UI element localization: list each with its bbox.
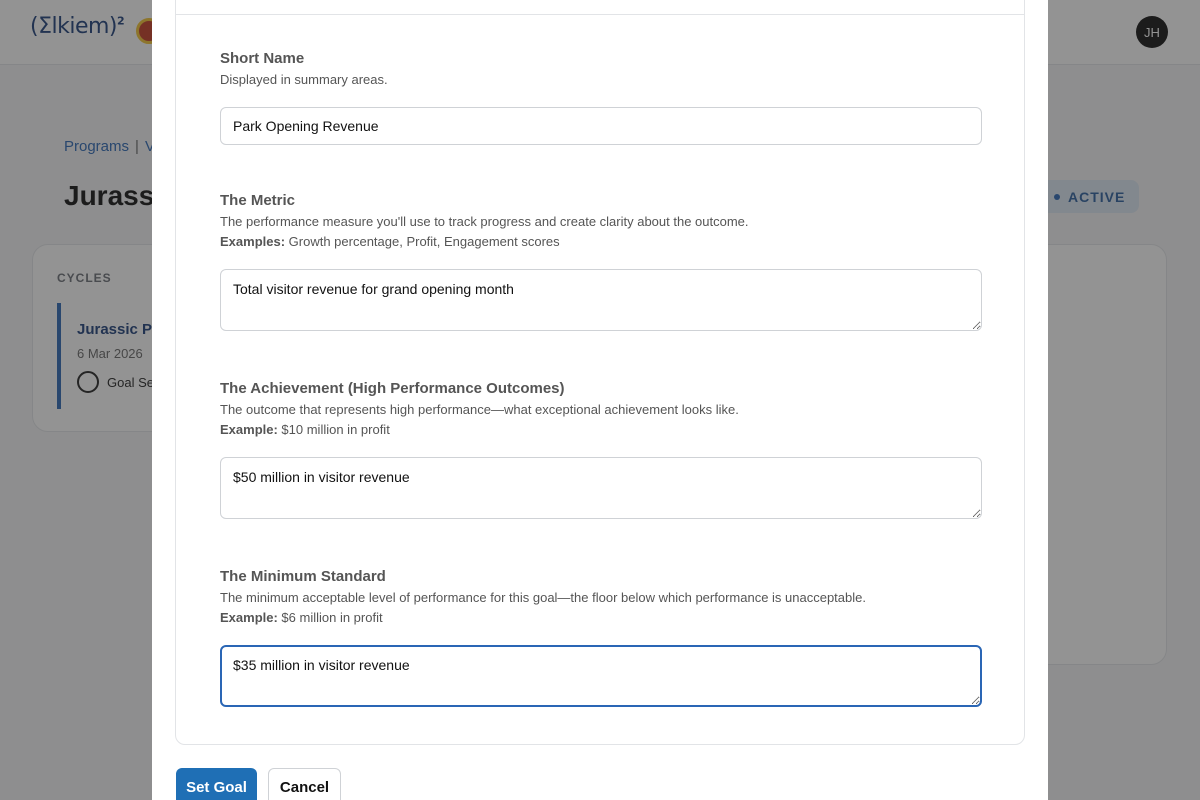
achievement-example — [220, 422, 982, 437]
achievement-label: The Achievement (High Performance Outcomes) — [220, 380, 565, 397]
short-name-label: Short Name — [220, 50, 305, 67]
minimum-standard-textarea[interactable] — [220, 645, 982, 707]
minimum-standard-field — [220, 568, 982, 712]
short-name-input[interactable] — [220, 107, 982, 145]
achievement-field — [220, 380, 982, 524]
short-name-field — [220, 50, 982, 145]
achievement-textarea[interactable] — [220, 457, 982, 519]
set-goal-modal — [152, 0, 1048, 800]
metric-textarea[interactable] — [220, 269, 982, 331]
metric-examples-text: Growth percentage, Profit, Engagement scores — [285, 234, 560, 249]
goal-form-card — [175, 0, 1025, 745]
metric-description: The performance measure you'll use to track progress and create clarity about the outcome. — [220, 214, 749, 229]
achievement-description: The outcome that represents high performance—what exceptional achievement looks like. — [220, 402, 739, 417]
cancel-button[interactable]: Cancel — [268, 768, 341, 800]
metric-examples — [220, 234, 982, 249]
metric-label: The Metric — [220, 192, 296, 209]
metric-field — [220, 192, 982, 336]
set-goal-button[interactable]: Set Goal — [176, 768, 257, 800]
minimum-standard-example — [220, 610, 982, 625]
achievement-example-prefix: Example: — [220, 422, 278, 437]
minimum-standard-label: The Minimum Standard — [220, 568, 386, 585]
metric-examples-prefix: Examples: — [220, 234, 286, 249]
achievement-example-text: $10 million in profit — [277, 422, 390, 437]
section-divider — [176, 14, 1024, 15]
minimum-standard-example-prefix: Example: — [220, 610, 278, 625]
minimum-standard-description: The minimum acceptable level of performance for this goal—the floor below which performance is unacceptable. — [220, 590, 866, 605]
minimum-standard-example-text: $6 million in profit — [277, 610, 383, 625]
short-name-description: Displayed in summary areas. — [220, 72, 388, 87]
